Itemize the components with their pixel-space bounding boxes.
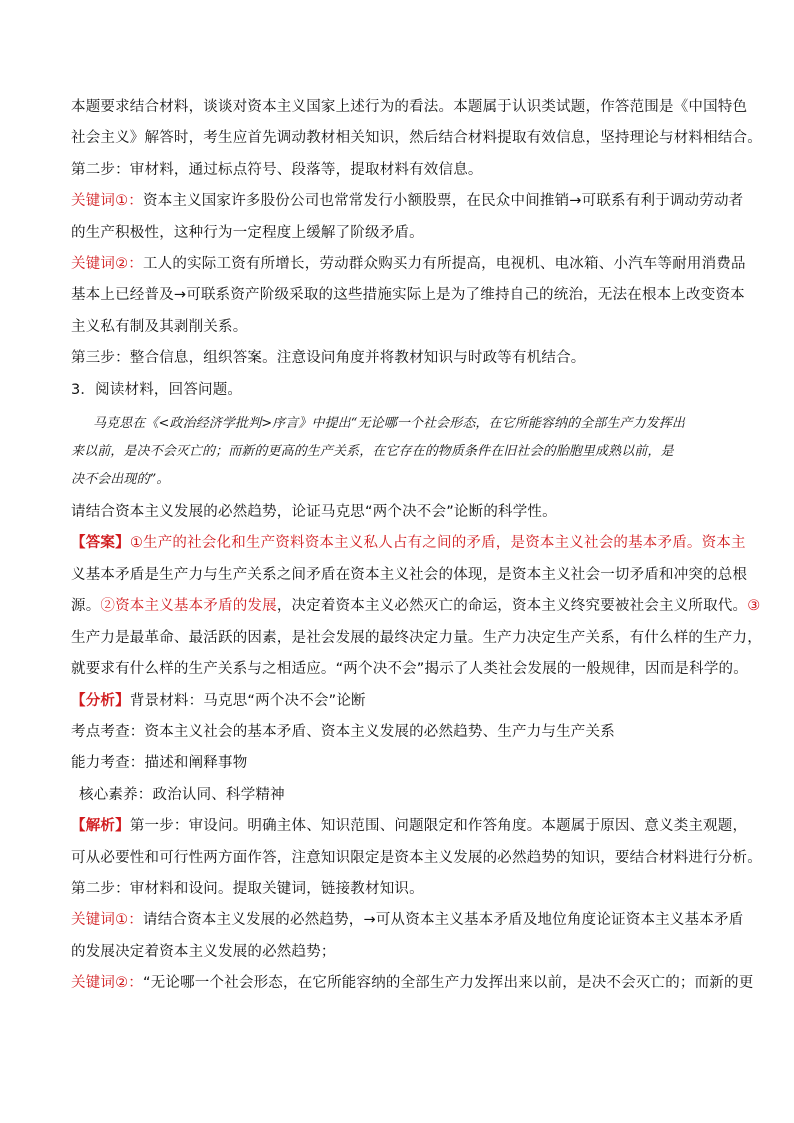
ability-line: 能力考查：描述和阐释事物 [71, 755, 248, 772]
explain-line-1 [71, 811, 748, 842]
answer-line-1 [71, 528, 746, 559]
question-text: 请结合资本主义发展的必然趋势，论证马克思“两个决不会”论断的科学性。 [71, 504, 557, 521]
answer-line-4: 生产力是最革命、最活跃的因素，是社会发展的最终决定力量。生产力决定生产关系，有什么样的生产力， [71, 629, 762, 646]
keyword1-text: 资本主义国家许多股份公司也常常发行小额股票，在民众中间推销→可联系有利于调动劳动者 [143, 193, 744, 210]
answer-line-2: 义基本矛盾是生产力与生产关系之间矛盾在资本主义社会的体现，是资本主义社会一切矛盾和冲突的总根 [71, 566, 748, 583]
analysis-tag: 【分析】 [71, 692, 130, 709]
explain-line-2: 可从必要性和可行性两方面作答，注意知识限定是资本主义发展的必然趋势的知识，要结合材料进行分析。 [71, 849, 762, 866]
answer-text-3b: ②资本主义基本矛盾的发展 [100, 598, 277, 615]
answer-tag: 【答案】 [71, 535, 130, 552]
keyword1-line-2: 的生产积极性，这种行为一定程度上缓解了阶级矛盾。 [71, 224, 424, 241]
keyword1b-line-1 [71, 905, 744, 936]
answer-line-5: 就要求有什么样的生产关系与之相适应。“两个决不会”揭示了人类社会发展的一般规律，因而是科学的。 [71, 661, 748, 678]
keyword1b-text: 请结合资本主义发展的必然趋势，→可从资本主义基本矛盾及地位角度论证资本主义基本矛盾 [143, 912, 744, 929]
quote-line-1: 马克思在《<政治经济学批判>序言》中提出“无论哪一个社会形态，在它所能容纳的全部生产力发挥出 [93, 416, 686, 432]
keyword1-label: 关键词①： [71, 193, 143, 210]
step2-line: 第二步：审材料，通过标点符号、段落等，提取材料有效信息。 [71, 161, 483, 178]
step3-line: 第三步：整合信息，组织答案。注意设问角度并将教材知识与时政等有机结合。 [71, 350, 586, 367]
keyword2b-label: 关键词②： [71, 975, 143, 992]
literacy-line: 核心素养：政治认同、科学精神 [79, 786, 285, 803]
answer-text-3c: ，决定着资本主义必然灭亡的命运，资本主义终究要被社会主义所取代。 [276, 598, 748, 615]
intro-line-1: 本题要求结合材料，谈谈对资本主义国家上述行为的看法。本题属于认识类试题，作答范围是《中国特色 [71, 99, 748, 115]
material-quote [71, 410, 731, 494]
answer-text-3a: 源。 [71, 598, 101, 615]
answer-line-3 [71, 591, 761, 622]
question3-title: 3．阅读材料，回答问题。 [71, 381, 243, 398]
answer-text-3d: ③ [747, 598, 761, 615]
keyword1b-label: 关键词①： [71, 912, 143, 929]
keyword2-text: 工人的实际工资有所增长，劳动群众购买力有所提高，电视机、电冰箱、小汽车等耐用消费品 [143, 256, 746, 273]
explain-text-1: 第一步：审设问。明确主体、知识范围、问题限定和作答角度。本题属于原因、意义类主观题， [129, 818, 748, 835]
keyword2b-text: “无论哪一个社会形态，在它所能容纳的全部生产力发挥出来以前，是决不会灭亡的；而新的更 [143, 975, 754, 992]
keyword1b-line-2: 的发展决定着资本主义发展的必然趋势； [71, 943, 336, 960]
keyword2-label: 关键词②： [71, 256, 143, 273]
quote-line-3: 决不会出现的”。 [71, 472, 170, 488]
intro-line-2: 社会主义》解答时，考生应首先调动教材相关知识，然后结合材料提取有效信息，坚持理论与材料相结合。 [71, 130, 762, 147]
keyword2-line-2: 基本上已经普及→可联系资产阶级采取的这些措施实际上是为了维持自己的统治，无法在根本上改变资本 [71, 287, 745, 304]
quote-line-2: 来以前，是决不会灭亡的；而新的更高的生产关系，在它存在的物质条件在旧社会的胎胞里成熟以前，是 [71, 444, 674, 460]
keyword1-line-1 [71, 186, 744, 217]
keyword2-line-1 [71, 249, 746, 280]
step2b-line: 第二步：审材料和设问。提取关键词，链接教材知识。 [71, 880, 424, 897]
analysis-text: 背景材料：马克思“两个决不会”论断 [129, 692, 366, 709]
analysis-line [71, 686, 731, 717]
explain-tag: 【解析】 [71, 818, 130, 835]
document-page [71, 92, 762, 1000]
answer-text-1: ①生产的社会化和生产资料资本主义私人占有之间的矛盾，是资本主义社会的基本矛盾。资本主 [129, 535, 746, 552]
exam-points-line: 考点考查：资本主义社会的基本矛盾、资本主义发展的必然趋势、生产力与生产关系 [71, 723, 615, 740]
keyword2b-line-1 [71, 968, 754, 999]
keyword2-line-3: 主义私有制及其剥削关系。 [71, 318, 248, 335]
